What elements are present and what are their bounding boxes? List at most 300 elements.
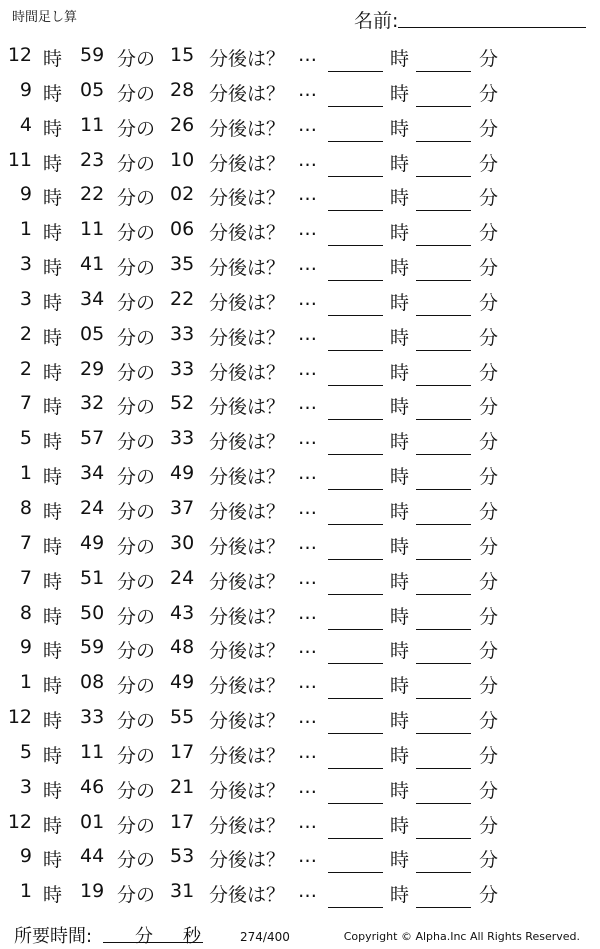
problem-add-minutes: 53 xyxy=(170,845,195,868)
problem-minute: 59 xyxy=(80,44,105,66)
problem-minute: 46 xyxy=(80,775,105,798)
of-label: 分の xyxy=(117,466,156,489)
problem-hour: 1 xyxy=(19,462,32,485)
answer-minute-blank[interactable] xyxy=(416,176,471,177)
required-time-min-label: 分 xyxy=(135,926,153,947)
problem-row xyxy=(0,352,600,387)
answer-hour-blank[interactable] xyxy=(328,733,383,734)
problem-minute: 29 xyxy=(80,357,105,380)
copyright-text: Copyright © Alpha.Inc All Rights Reserved. xyxy=(343,930,580,943)
answer-minute-blank[interactable] xyxy=(416,524,471,525)
problem-minute: 08 xyxy=(80,671,105,694)
after-label: 分後は？ xyxy=(209,535,286,558)
problem-add-minutes: 37 xyxy=(170,496,195,519)
hour-label: 時 xyxy=(43,884,63,907)
ellipsis: … xyxy=(298,44,317,66)
after-label: 分後は？ xyxy=(209,82,286,105)
of-label: 分の xyxy=(117,744,156,767)
of-label: 分の xyxy=(117,779,156,802)
problem-hour: 7 xyxy=(19,392,32,415)
answer-hour-blank[interactable] xyxy=(328,594,383,595)
answer-hour-blank[interactable] xyxy=(328,768,383,769)
ellipsis: … xyxy=(298,880,317,903)
problem-minute: 11 xyxy=(80,740,105,763)
worksheet-title: 時間足し算 xyxy=(12,10,78,25)
after-label: 分後は？ xyxy=(209,48,286,70)
problem-hour: 12 xyxy=(7,44,32,66)
problem-add-minutes: 15 xyxy=(170,44,195,66)
hour-label: 時 xyxy=(43,326,63,349)
problem-add-minutes: 33 xyxy=(170,427,195,450)
answer-hour-label: 時 xyxy=(390,82,410,105)
problem-minute: 51 xyxy=(80,566,105,589)
problem-row xyxy=(0,177,600,212)
answer-hour-label: 時 xyxy=(390,605,410,628)
answer-hour-blank[interactable] xyxy=(328,629,383,630)
answer-minute-label: 分 xyxy=(479,48,499,70)
problem-hour: 12 xyxy=(7,706,32,729)
problem-hour: 11 xyxy=(7,148,32,171)
problem-row xyxy=(0,630,600,665)
answer-hour-blank[interactable] xyxy=(328,907,383,908)
answer-hour-label: 時 xyxy=(390,884,410,907)
of-label: 分の xyxy=(117,710,156,733)
after-label: 分後は？ xyxy=(209,710,286,733)
answer-hour-label: 時 xyxy=(390,117,410,140)
answer-hour-label: 時 xyxy=(390,431,410,454)
problem-row xyxy=(0,73,600,108)
answer-minute-blank[interactable] xyxy=(416,663,471,664)
problem-add-minutes: 26 xyxy=(170,113,195,136)
answer-minute-blank[interactable] xyxy=(416,733,471,734)
of-label: 分の xyxy=(117,884,156,907)
problem-minute: 05 xyxy=(80,322,105,345)
answer-hour-blank[interactable] xyxy=(328,663,383,664)
of-label: 分の xyxy=(117,187,156,210)
answer-hour-label: 時 xyxy=(390,291,410,314)
problem-hour: 3 xyxy=(19,253,32,276)
problem-row xyxy=(0,386,600,421)
answer-minute-blank[interactable] xyxy=(416,245,471,246)
ellipsis: … xyxy=(298,531,317,554)
answer-minute-label: 分 xyxy=(479,744,499,767)
hour-label: 時 xyxy=(43,779,63,802)
problem-hour: 2 xyxy=(19,322,32,345)
answer-minute-blank[interactable] xyxy=(416,768,471,769)
problem-hour: 1 xyxy=(19,218,32,241)
name-field-line xyxy=(398,27,586,28)
answer-hour-blank[interactable] xyxy=(328,210,383,211)
answer-minute-blank[interactable] xyxy=(416,872,471,873)
page-number: 274/400 xyxy=(240,930,290,944)
ellipsis: … xyxy=(298,601,317,624)
of-label: 分の xyxy=(117,675,156,698)
problem-add-minutes: 33 xyxy=(170,357,195,380)
problem-hour: 9 xyxy=(19,636,32,659)
problem-minute: 05 xyxy=(80,78,105,101)
ellipsis: … xyxy=(298,322,317,345)
of-label: 分の xyxy=(117,535,156,558)
problem-minute: 59 xyxy=(80,636,105,659)
answer-minute-blank[interactable] xyxy=(416,803,471,804)
answer-minute-blank[interactable] xyxy=(416,315,471,316)
ellipsis: … xyxy=(298,253,317,276)
hour-label: 時 xyxy=(43,814,63,837)
answer-hour-label: 時 xyxy=(390,361,410,384)
answer-minute-blank[interactable] xyxy=(416,141,471,142)
problem-minute: 32 xyxy=(80,392,105,415)
answer-minute-label: 分 xyxy=(479,779,499,802)
answer-minute-blank[interactable] xyxy=(416,629,471,630)
answer-hour-blank[interactable] xyxy=(328,315,383,316)
problem-row xyxy=(0,665,600,700)
problem-hour: 8 xyxy=(19,496,32,519)
problem-hour: 7 xyxy=(19,566,32,589)
hour-label: 時 xyxy=(43,222,63,245)
answer-minute-label: 分 xyxy=(479,117,499,140)
answer-minute-label: 分 xyxy=(479,675,499,698)
problem-minute: 49 xyxy=(80,531,105,554)
of-label: 分の xyxy=(117,326,156,349)
answer-hour-label: 時 xyxy=(390,187,410,210)
answer-hour-label: 時 xyxy=(390,222,410,245)
answer-minute-blank[interactable] xyxy=(416,280,471,281)
answer-hour-label: 時 xyxy=(390,326,410,349)
after-label: 分後は？ xyxy=(209,675,286,698)
hour-label: 時 xyxy=(43,82,63,105)
problem-add-minutes: 33 xyxy=(170,322,195,345)
hour-label: 時 xyxy=(43,396,63,419)
problem-minute: 11 xyxy=(80,113,105,136)
answer-hour-label: 時 xyxy=(390,396,410,419)
answer-minute-label: 分 xyxy=(479,710,499,733)
of-label: 分の xyxy=(117,82,156,105)
problem-row xyxy=(0,108,600,143)
answer-hour-blank[interactable] xyxy=(328,280,383,281)
of-label: 分の xyxy=(117,814,156,837)
answer-hour-label: 時 xyxy=(390,466,410,489)
hour-label: 時 xyxy=(43,675,63,698)
answer-minute-label: 分 xyxy=(479,466,499,489)
problem-minute: 11 xyxy=(80,218,105,241)
answer-hour-label: 時 xyxy=(390,744,410,767)
problem-hour: 3 xyxy=(19,775,32,798)
hour-label: 時 xyxy=(43,849,63,872)
answer-minute-blank[interactable] xyxy=(416,454,471,455)
problem-row xyxy=(0,770,600,805)
problem-add-minutes: 55 xyxy=(170,706,195,729)
problem-row xyxy=(0,735,600,770)
ellipsis: … xyxy=(298,183,317,206)
of-label: 分の xyxy=(117,396,156,419)
problem-hour: 5 xyxy=(19,740,32,763)
problem-add-minutes: 24 xyxy=(170,566,195,589)
answer-minute-blank[interactable] xyxy=(416,907,471,908)
answer-hour-blank[interactable] xyxy=(328,245,383,246)
answer-minute-label: 分 xyxy=(479,570,499,593)
answer-minute-label: 分 xyxy=(479,361,499,384)
problem-row xyxy=(0,212,600,247)
problem-hour: 9 xyxy=(19,183,32,206)
required-time-sec-label: 秒 xyxy=(183,926,201,947)
of-label: 分の xyxy=(117,117,156,140)
problem-row xyxy=(0,491,600,526)
of-label: 分の xyxy=(117,605,156,628)
answer-hour-label: 時 xyxy=(390,710,410,733)
hour-label: 時 xyxy=(43,431,63,454)
problem-row xyxy=(0,247,600,282)
answer-hour-blank[interactable] xyxy=(328,350,383,351)
problem-minute: 50 xyxy=(80,601,105,624)
answer-hour-label: 時 xyxy=(390,152,410,175)
answer-hour-label: 時 xyxy=(390,779,410,802)
problem-row xyxy=(0,561,600,596)
answer-hour-label: 時 xyxy=(390,48,410,70)
after-label: 分後は？ xyxy=(209,257,286,280)
answer-hour-label: 時 xyxy=(390,814,410,837)
problem-row xyxy=(0,282,600,317)
ellipsis: … xyxy=(298,462,317,485)
answer-minute-blank[interactable] xyxy=(416,210,471,211)
answer-hour-blank[interactable] xyxy=(328,71,383,72)
answer-hour-label: 時 xyxy=(390,500,410,523)
after-label: 分後は？ xyxy=(209,605,286,628)
problem-add-minutes: 17 xyxy=(170,740,195,763)
answer-hour-label: 時 xyxy=(390,257,410,280)
problem-hour: 8 xyxy=(19,601,32,624)
ellipsis: … xyxy=(298,427,317,450)
after-label: 分後は？ xyxy=(209,431,286,454)
ellipsis: … xyxy=(298,671,317,694)
hour-label: 時 xyxy=(43,152,63,175)
problem-hour: 5 xyxy=(19,427,32,450)
problem-row xyxy=(0,700,600,735)
answer-minute-blank[interactable] xyxy=(416,698,471,699)
problem-minute: 22 xyxy=(80,183,105,206)
problem-add-minutes: 28 xyxy=(170,78,195,101)
problem-minute: 01 xyxy=(80,810,105,833)
required-time-label: 所要時間: xyxy=(14,926,93,947)
answer-minute-label: 分 xyxy=(479,326,499,349)
problem-row xyxy=(0,596,600,631)
answer-hour-blank[interactable] xyxy=(328,454,383,455)
problem-add-minutes: 10 xyxy=(170,148,195,171)
answer-hour-label: 時 xyxy=(390,640,410,663)
answer-minute-blank[interactable] xyxy=(416,419,471,420)
answer-hour-blank[interactable] xyxy=(328,524,383,525)
answer-hour-blank[interactable] xyxy=(328,872,383,873)
after-label: 分後は？ xyxy=(209,152,286,175)
hour-label: 時 xyxy=(43,187,63,210)
footer xyxy=(0,920,600,949)
answer-hour-blank[interactable] xyxy=(328,803,383,804)
hour-label: 時 xyxy=(43,570,63,593)
of-label: 分の xyxy=(117,222,156,245)
after-label: 分後は？ xyxy=(209,640,286,663)
answer-minute-label: 分 xyxy=(479,152,499,175)
hour-label: 時 xyxy=(43,48,63,70)
answer-minute-blank[interactable] xyxy=(416,838,471,839)
answer-minute-blank[interactable] xyxy=(416,71,471,72)
after-label: 分後は？ xyxy=(209,326,286,349)
ellipsis: … xyxy=(298,78,317,101)
problem-add-minutes: 49 xyxy=(170,462,195,485)
of-label: 分の xyxy=(117,570,156,593)
ellipsis: … xyxy=(298,357,317,380)
after-label: 分後は？ xyxy=(209,500,286,523)
after-label: 分後は？ xyxy=(209,291,286,314)
problem-hour: 9 xyxy=(19,78,32,101)
ellipsis: … xyxy=(298,218,317,241)
problem-minute: 34 xyxy=(80,287,105,310)
hour-label: 時 xyxy=(43,640,63,663)
problem-minute: 19 xyxy=(80,880,105,903)
answer-minute-label: 分 xyxy=(479,884,499,907)
of-label: 分の xyxy=(117,640,156,663)
answer-minute-label: 分 xyxy=(479,535,499,558)
problem-minute: 34 xyxy=(80,462,105,485)
answer-minute-blank[interactable] xyxy=(416,106,471,107)
hour-label: 時 xyxy=(43,605,63,628)
problem-add-minutes: 17 xyxy=(170,810,195,833)
answer-hour-blank[interactable] xyxy=(328,489,383,490)
problem-minute: 23 xyxy=(80,148,105,171)
ellipsis: … xyxy=(298,113,317,136)
problem-add-minutes: 52 xyxy=(170,392,195,415)
problem-add-minutes: 31 xyxy=(170,880,195,903)
answer-hour-label: 時 xyxy=(390,675,410,698)
problem-minute: 33 xyxy=(80,706,105,729)
ellipsis: … xyxy=(298,287,317,310)
problem-list xyxy=(0,38,600,909)
problem-add-minutes: 22 xyxy=(170,287,195,310)
problem-hour: 12 xyxy=(7,810,32,833)
problem-hour: 4 xyxy=(19,113,32,136)
ellipsis: … xyxy=(298,496,317,519)
problem-row xyxy=(0,143,600,178)
after-label: 分後は？ xyxy=(209,117,286,140)
answer-minute-label: 分 xyxy=(479,814,499,837)
answer-hour-blank[interactable] xyxy=(328,559,383,560)
answer-minute-label: 分 xyxy=(479,291,499,314)
name-label: 名前: xyxy=(354,10,399,32)
answer-minute-label: 分 xyxy=(479,849,499,872)
answer-minute-label: 分 xyxy=(479,187,499,210)
answer-hour-blank[interactable] xyxy=(328,176,383,177)
hour-label: 時 xyxy=(43,710,63,733)
after-label: 分後は？ xyxy=(209,396,286,419)
after-label: 分後は？ xyxy=(209,814,286,837)
hour-label: 時 xyxy=(43,291,63,314)
problem-hour: 2 xyxy=(19,357,32,380)
answer-minute-label: 分 xyxy=(479,431,499,454)
problem-hour: 7 xyxy=(19,531,32,554)
ellipsis: … xyxy=(298,706,317,729)
hour-label: 時 xyxy=(43,744,63,767)
ellipsis: … xyxy=(298,148,317,171)
hour-label: 時 xyxy=(43,466,63,489)
problem-row xyxy=(0,839,600,874)
after-label: 分後は？ xyxy=(209,779,286,802)
answer-hour-blank[interactable] xyxy=(328,419,383,420)
of-label: 分の xyxy=(117,361,156,384)
answer-minute-label: 分 xyxy=(479,396,499,419)
problem-hour: 1 xyxy=(19,880,32,903)
answer-minute-blank[interactable] xyxy=(416,350,471,351)
hour-label: 時 xyxy=(43,500,63,523)
problem-row xyxy=(0,421,600,456)
hour-label: 時 xyxy=(43,361,63,384)
answer-hour-blank[interactable] xyxy=(328,106,383,107)
hour-label: 時 xyxy=(43,257,63,280)
problem-add-minutes: 21 xyxy=(170,775,195,798)
after-label: 分後は？ xyxy=(209,570,286,593)
problem-minute: 57 xyxy=(80,427,105,450)
of-label: 分の xyxy=(117,48,156,70)
after-label: 分後は？ xyxy=(209,849,286,872)
ellipsis: … xyxy=(298,845,317,868)
problem-row xyxy=(0,38,600,73)
answer-minute-blank[interactable] xyxy=(416,594,471,595)
of-label: 分の xyxy=(117,152,156,175)
answer-minute-blank[interactable] xyxy=(416,489,471,490)
problem-hour: 1 xyxy=(19,671,32,694)
problem-add-minutes: 35 xyxy=(170,253,195,276)
after-label: 分後は？ xyxy=(209,466,286,489)
ellipsis: … xyxy=(298,810,317,833)
answer-minute-blank[interactable] xyxy=(416,559,471,560)
answer-minute-label: 分 xyxy=(479,605,499,628)
of-label: 分の xyxy=(117,291,156,314)
after-label: 分後は？ xyxy=(209,884,286,907)
answer-minute-label: 分 xyxy=(479,82,499,105)
answer-minute-label: 分 xyxy=(479,222,499,245)
problem-row xyxy=(0,526,600,561)
ellipsis: … xyxy=(298,636,317,659)
problem-minute: 44 xyxy=(80,845,105,868)
answer-hour-blank[interactable] xyxy=(328,698,383,699)
after-label: 分後は？ xyxy=(209,222,286,245)
answer-minute-label: 分 xyxy=(479,257,499,280)
problem-add-minutes: 43 xyxy=(170,601,195,624)
answer-hour-label: 時 xyxy=(390,849,410,872)
problem-add-minutes: 02 xyxy=(170,183,195,206)
hour-label: 時 xyxy=(43,117,63,140)
answer-hour-blank[interactable] xyxy=(328,141,383,142)
answer-hour-blank[interactable] xyxy=(328,385,383,386)
ellipsis: … xyxy=(298,775,317,798)
of-label: 分の xyxy=(117,257,156,280)
problem-add-minutes: 30 xyxy=(170,531,195,554)
problem-add-minutes: 49 xyxy=(170,671,195,694)
problem-add-minutes: 06 xyxy=(170,218,195,241)
after-label: 分後は？ xyxy=(209,187,286,210)
problem-row xyxy=(0,874,600,909)
answer-hour-blank[interactable] xyxy=(328,838,383,839)
answer-minute-blank[interactable] xyxy=(416,385,471,386)
answer-hour-label: 時 xyxy=(390,570,410,593)
problem-hour: 3 xyxy=(19,287,32,310)
ellipsis: … xyxy=(298,740,317,763)
answer-minute-label: 分 xyxy=(479,500,499,523)
problem-row xyxy=(0,456,600,491)
problem-row xyxy=(0,805,600,840)
answer-hour-label: 時 xyxy=(390,535,410,558)
problem-row xyxy=(0,317,600,352)
answer-minute-label: 分 xyxy=(479,640,499,663)
after-label: 分後は？ xyxy=(209,744,286,767)
ellipsis: … xyxy=(298,392,317,415)
